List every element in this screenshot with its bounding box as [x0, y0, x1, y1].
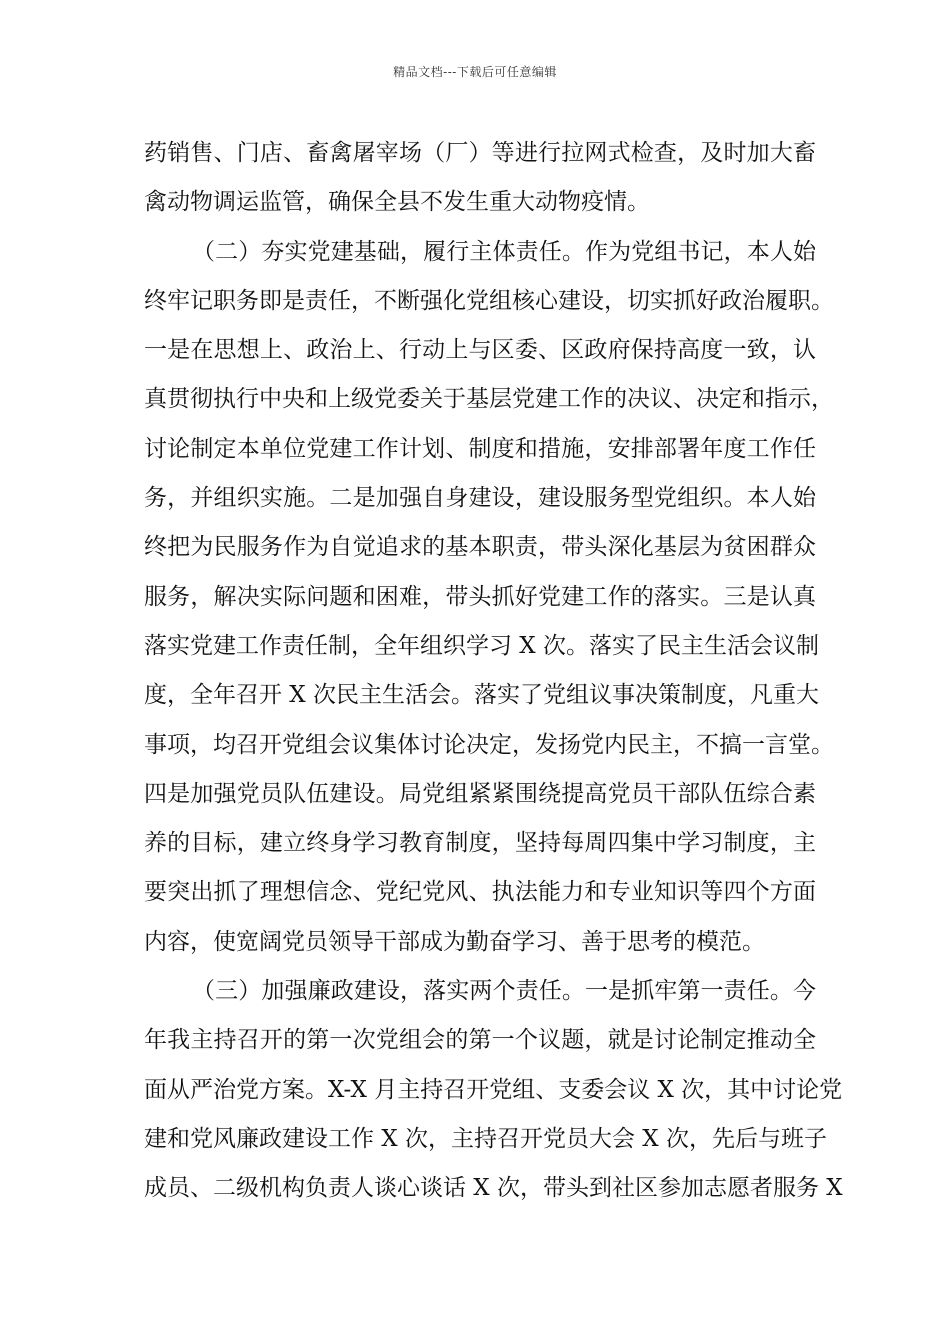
text-line: 建和党风廉政建设工作 X 次，主持召开党员大会 X 次，先后与班子: [144, 1125, 827, 1152]
text-line: 事项，均召开党组会议集体讨论决定，发扬党内民主，不搞一言堂。: [144, 731, 834, 758]
text-line: 终牢记职务即是责任，不断强化党组核心建设，切实抓好政治履职。: [144, 287, 834, 314]
text-line: 内容，使宽阔党员领导干部成为勤奋学习、善于思考的模范。: [144, 928, 765, 955]
text-line: 年我主持召开的第一次党组会的第一个议题，就是讨论制定推动全: [144, 1027, 816, 1054]
text-line: 一是在思想上、政治上、行动上与区委、区政府保持高度一致，认: [144, 337, 816, 364]
text-line: 要突出抓了理想信念、党纪党风、执法能力和专业知识等四个方面: [144, 879, 816, 906]
text-line: 成员、二级机构负责人谈心谈话 X 次，带头到社区参加志愿者服务 X: [144, 1175, 843, 1202]
text-line: 服务，解决实际问题和困难，带头抓好党建工作的落实。三是认真: [144, 583, 816, 610]
text-line: 禽动物调运监管，确保全县不发生重大动物疫情。: [144, 189, 650, 216]
text-line: 面从严治党方案。X-X 月主持召开党组、支委会议 X 次，其中讨论党: [144, 1076, 843, 1103]
text-line: 讨论制定本单位党建工作计划、制度和措施，安排部署年度工作任: [144, 435, 816, 462]
text-line: 务，并组织实施。二是加强自身建设，建设服务型党组织。本人始: [144, 485, 816, 512]
paragraph-start-line: （三）加强廉政建设，落实两个责任。一是抓牢第一责任。今: [192, 978, 816, 1005]
text-line: 终把为民服务作为自觉追求的基本职责，带头深化基层为贫困群众: [144, 534, 816, 561]
text-line: 养的目标，建立终身学习教育制度，坚持每周四集中学习制度，主: [144, 830, 816, 857]
text-line: 落实党建工作责任制，全年组织学习 X 次。落实了民主生活会议制: [144, 632, 819, 659]
text-line: 度，全年召开 X 次民主生活会。落实了党组议事决策制度，凡重大: [144, 682, 819, 709]
page-header: 精品文档---下载后可任意编辑: [393, 65, 557, 79]
document-body: [144, 129, 843, 1214]
paragraph-start-line: （二）夯实党建基础，履行主体责任。作为党组书记，本人始: [192, 238, 816, 265]
text-line: 药销售、门店、畜禽屠宰场（厂）等进行拉网式检查，及时加大畜: [144, 140, 816, 166]
text-line: 真贯彻执行中央和上级党委关于基层党建工作的决议、决定和指示，: [144, 386, 834, 413]
text-line: 四是加强党员队伍建设。局党组紧紧围绕提高党员干部队伍综合素: [144, 780, 816, 807]
